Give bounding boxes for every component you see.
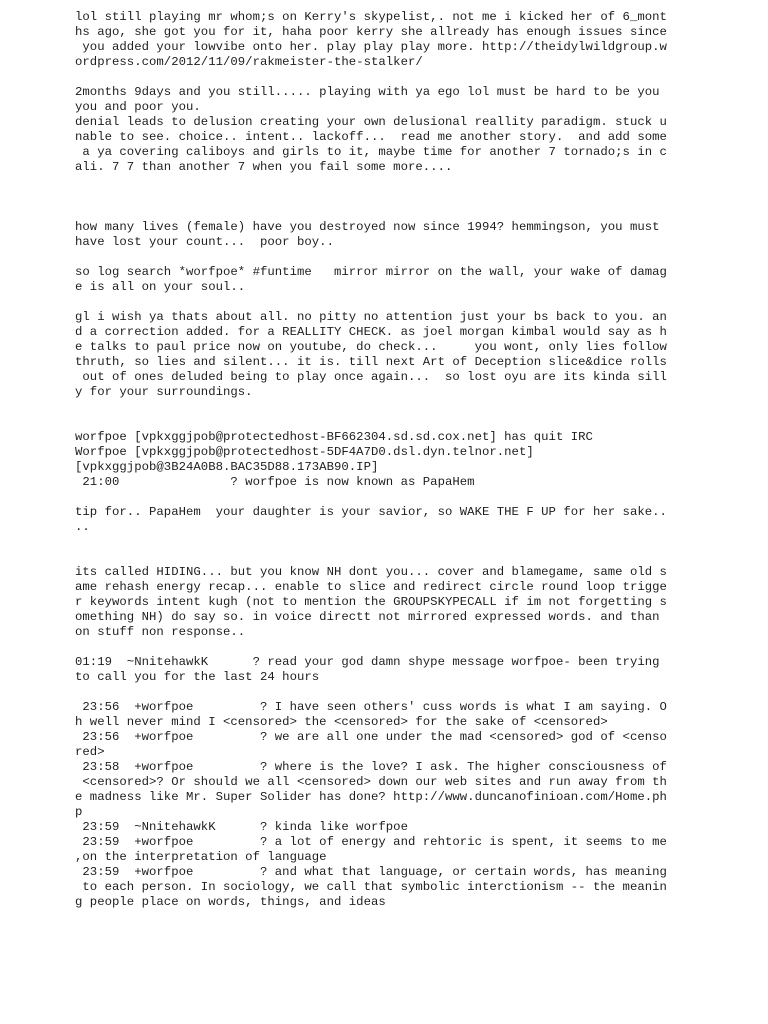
text-line: [vpkxggjpob@3B24A0B8.BAC35D88.173AB90.IP] <box>75 460 379 474</box>
text-line: you and poor you. <box>75 100 201 114</box>
text-line: <censored>? Or should we all <censored> down our web sites and run away from th <box>75 775 667 789</box>
text-line: omething NH) do say so. in voice directt not mirrored expressed words. and than <box>75 610 660 624</box>
text-line: ,on the interpretation of language <box>75 850 327 864</box>
text-line: you added your lowvibe onto her. play play play more. http://theidylwildgroup.w <box>75 40 667 54</box>
text-line: nable to see. choice.. intent.. lackoff... read me another story. and add some <box>75 130 667 144</box>
text-line: ali. 7 7 than another 7 when you fail some more.... <box>75 160 453 174</box>
text-line: e madness like Mr. Super Solider has done? http://www.duncanofinioan.com/Home.ph <box>75 790 667 804</box>
text-line: p <box>75 805 83 819</box>
text-line: 2months 9days and you still..... playing with ya ego lol must be hard to be you <box>75 85 660 99</box>
text-line: ordpress.com/2012/11/09/rakmeister-the-stalker/ <box>75 55 423 69</box>
paragraph-log-search <box>75 265 695 295</box>
paragraph-tip <box>75 505 695 535</box>
text-line: 23:56 +worfpoe ? we are all one under the mad <censored> god of <censo <box>75 730 667 744</box>
text-line: lol still playing mr whom;s on Kerry's skypelist,. not me i kicked her of 6_mont <box>75 10 667 24</box>
text-line: 23:59 +worfpoe ? a lot of energy and rehtoric is spent, it seems to me <box>75 835 667 849</box>
text-line: out of ones deluded being to play once again... so lost oyu are its kinda sill <box>75 370 667 384</box>
text-line: ame rehash energy recap... enable to slice and redirect circle round loop trigge <box>75 580 667 594</box>
text-line: on stuff non response.. <box>75 625 246 639</box>
text-line: h well never mind I <censored> the <censored> for the sake of <censored> <box>75 715 608 729</box>
text-line: d a correction added. for a REALLITY CHECK. as joel morgan kimbal would say as h <box>75 325 667 339</box>
text-line: 23:59 ~NnitehawkK ? kinda like worfpoe <box>75 820 408 834</box>
text-line: how many lives (female) have you destroyed now since 1994? hemmingson, you must <box>75 220 660 234</box>
text-line: thruth, so lies and silent... it is. till next Art of Deception slice&dice rolls <box>75 355 667 369</box>
text-line: 23:56 +worfpoe ? I have seen others' cuss words is what I am saying. O <box>75 700 667 714</box>
text-line: its called HIDING... but you know NH dont you... cover and blamegame, same old s <box>75 565 667 579</box>
text-line: g people place on words, things, and ideas <box>75 895 386 909</box>
text-line: have lost your count... poor boy.. <box>75 235 334 249</box>
text-line: to each person. In sociology, we call that symbolic interctionism -- the meanin <box>75 880 667 894</box>
text-line: red> <box>75 745 105 759</box>
text-line: y for your surroundings. <box>75 385 253 399</box>
text-line: e is all on your soul.. <box>75 280 246 294</box>
text-line: 21:00 ? worfpoe is now known as PapaHem <box>75 475 475 489</box>
paragraph-irc-quit <box>75 430 695 490</box>
document-body <box>75 10 695 910</box>
text-line: Worfpoe [vpkxggjpob@protectedhost-5DF4A7D0.dsl.dyn.telnor.net] <box>75 445 534 459</box>
text-line: gl i wish ya thats about all. no pitty no attention just your bs back to you. an <box>75 310 667 324</box>
text-line: to call you for the last 24 hours <box>75 670 320 684</box>
text-line: 01:19 ~NnitehawkK ? read your god damn shype message worfpoe- been trying <box>75 655 660 669</box>
text-line: tip for.. PapaHem your daughter is your savior, so WAKE THE F UP for her sake.. <box>75 505 667 519</box>
text-line: 23:58 +worfpoe ? where is the love? I ask. The higher consciousness of <box>75 760 667 774</box>
paragraph-chat-log <box>75 700 695 910</box>
text-line: a ya covering caliboys and girls to it, maybe time for another 7 tornado;s in c <box>75 145 667 159</box>
text-line: r keywords intent kugh (not to mention the GROUPSKYPECALL if im not forgetting s <box>75 595 667 609</box>
paragraph-skypelist <box>75 10 695 70</box>
text-line: denial leads to delusion creating your own delusional reallity paradigm. stuck u <box>75 115 667 129</box>
paragraph-ego <box>75 85 695 175</box>
text-line: 23:59 +worfpoe ? and what that language, or certain words, has meaning <box>75 865 667 879</box>
text-line: .. <box>75 520 90 534</box>
paragraph-shype-message <box>75 655 695 685</box>
text-line: so log search *worfpoe* #funtime mirror mirror on the wall, your wake of damag <box>75 265 667 279</box>
paragraph-hiding <box>75 565 695 640</box>
text-line: e talks to paul price now on youtube, do check... you wont, only lies follow <box>75 340 667 354</box>
paragraph-reality-check <box>75 310 695 400</box>
paragraph-lives <box>75 220 695 250</box>
text-line: worfpoe [vpkxggjpob@protectedhost-BF662304.sd.sd.cox.net] has quit IRC <box>75 430 593 444</box>
text-line: hs ago, she got you for it, haha poor kerry she allready has enough issues since <box>75 25 667 39</box>
